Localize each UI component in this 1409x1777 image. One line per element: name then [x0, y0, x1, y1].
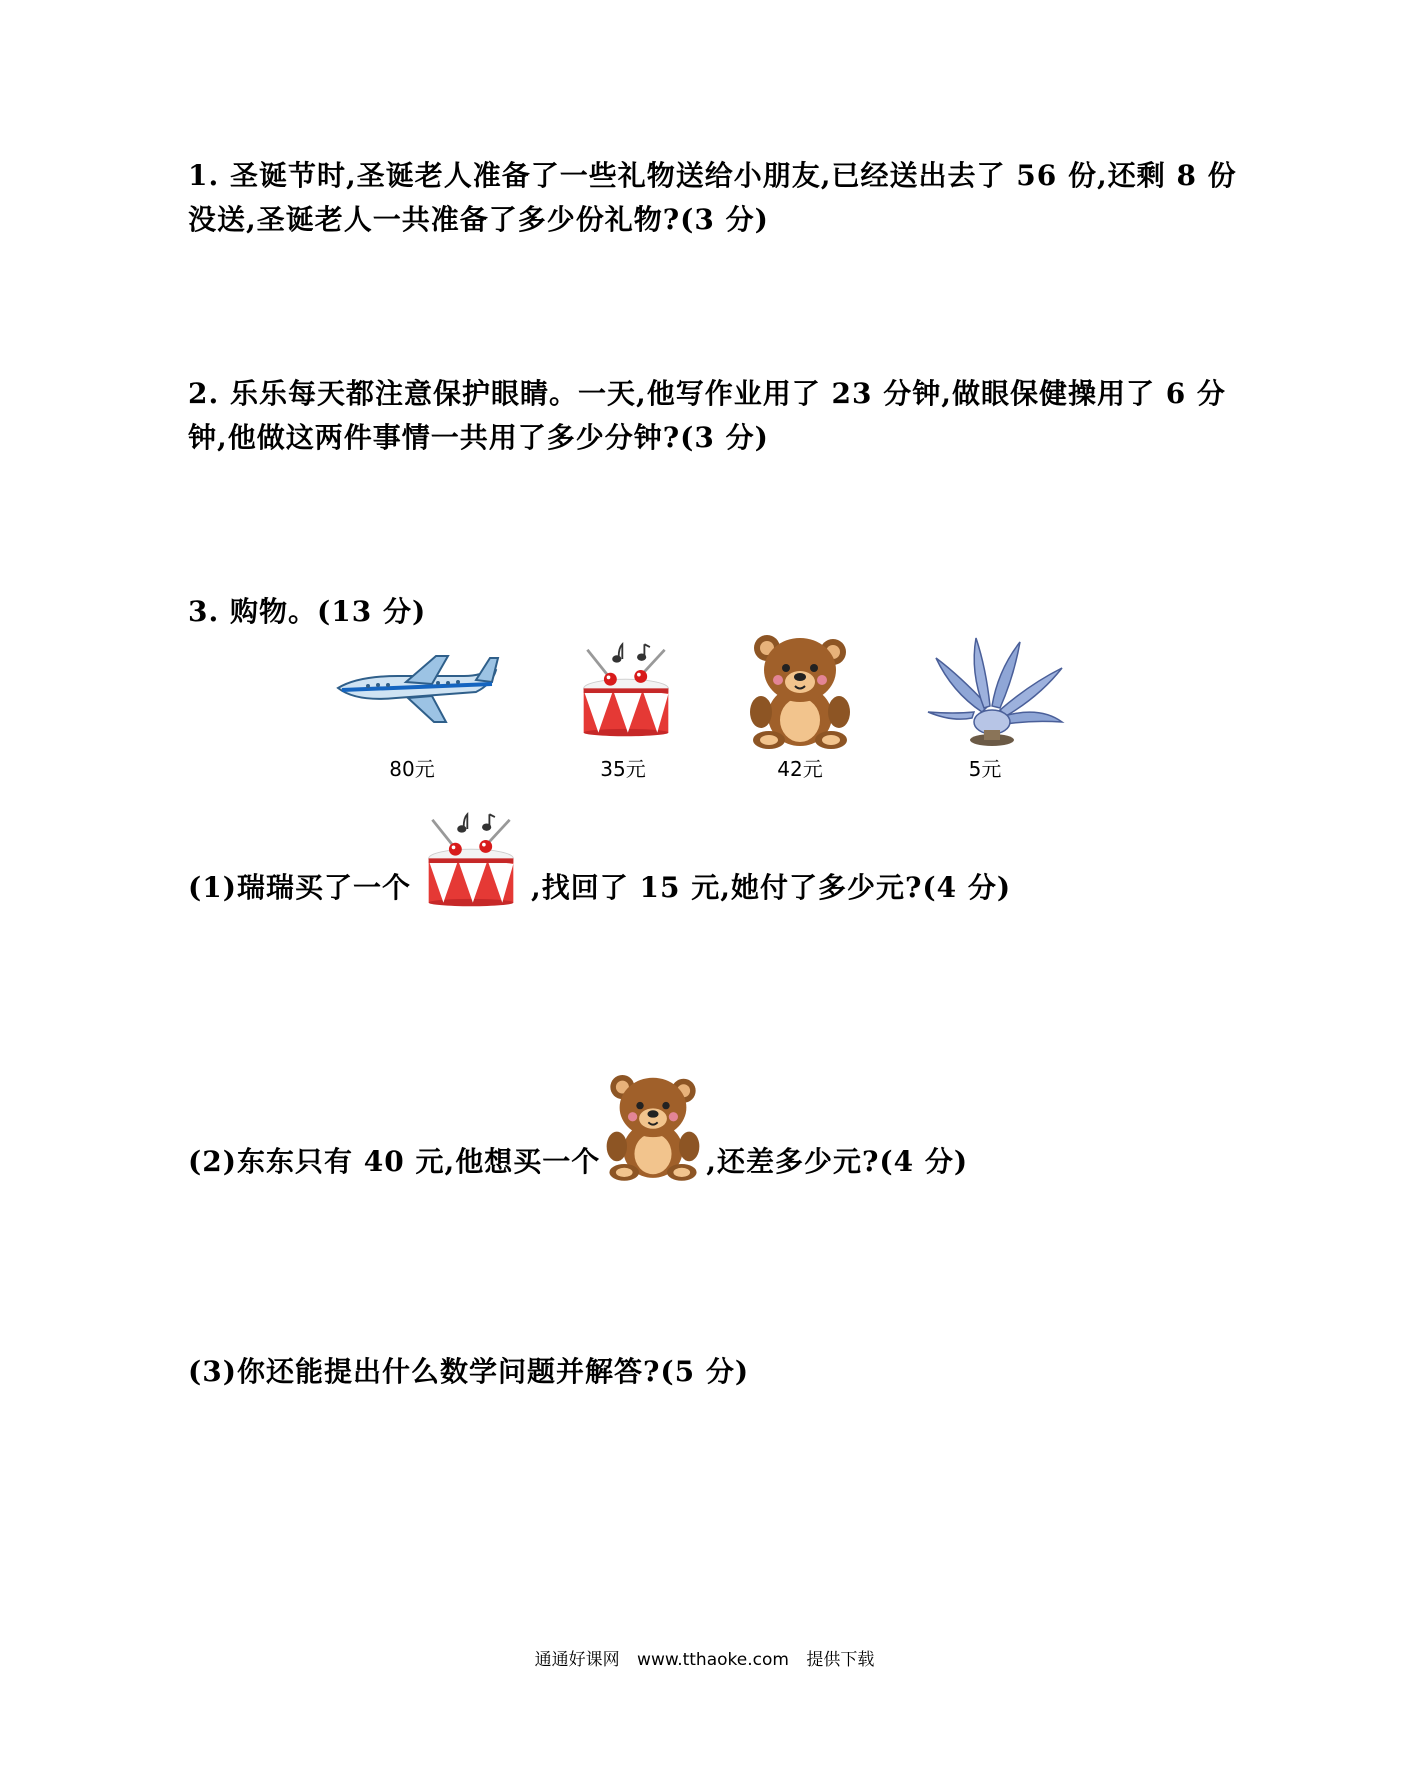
question-3-title-text: 购物。(13 分) [229, 595, 427, 628]
sub-question-2-before: (2)东东只有 40 元,他想买一个 [188, 1145, 601, 1178]
sub-question-3-text: (3)你还能提出什么数学问题并解答?(5 分) [188, 1355, 750, 1388]
footer-url[interactable]: www.tthaoke.com [637, 1650, 789, 1670]
price-airplane: 80元 [389, 757, 435, 781]
shuttlecock-icon [920, 632, 1070, 750]
footer-site-name: 通通好课网 [534, 1650, 620, 1670]
sub-question-2 [188, 1068, 968, 1184]
footer-note: 提供下载 [806, 1650, 875, 1670]
drum-icon [425, 805, 517, 910]
teddy-bear-icon [602, 1068, 704, 1184]
question-3-title [188, 590, 1248, 634]
teddy-bear-icon [745, 630, 855, 750]
sub-question-3 [188, 1350, 1248, 1394]
sub-question-1 [188, 805, 1011, 910]
price-drum: 35元 [600, 757, 646, 781]
sub-question-1-before: (1)瑞瑞买了一个 [188, 871, 411, 904]
question-1 [188, 154, 1248, 242]
sub-question-2-after: ,还差多少元?(4 分) [706, 1145, 969, 1178]
airplane-icon [328, 652, 500, 724]
question-2-number: 2. [188, 377, 220, 410]
sub-question-1-after: ,找回了 15 元,她付了多少元?(4 分) [530, 871, 1012, 904]
drum-icon [580, 635, 672, 740]
footer [0, 1645, 1409, 1670]
price-bear: 42元 [777, 757, 823, 781]
question-2 [188, 372, 1248, 460]
question-2-text: 乐乐每天都注意保护眼睛。一天,他写作业用了 23 分钟,做眼保健操用了 6 分钟,他做这两件事情一共用了多少分钟?(3 分) [188, 377, 1226, 454]
price-shuttlecock: 5元 [968, 757, 1002, 781]
question-1-text: 圣诞节时,圣诞老人准备了一些礼物送给小朋友,已经送出去了 56 份,还剩 8 份没送,圣诞老人一共准备了多少份礼物?(3 分) [188, 159, 1237, 236]
question-1-number: 1. [188, 159, 220, 192]
question-3-number: 3. [188, 595, 220, 628]
